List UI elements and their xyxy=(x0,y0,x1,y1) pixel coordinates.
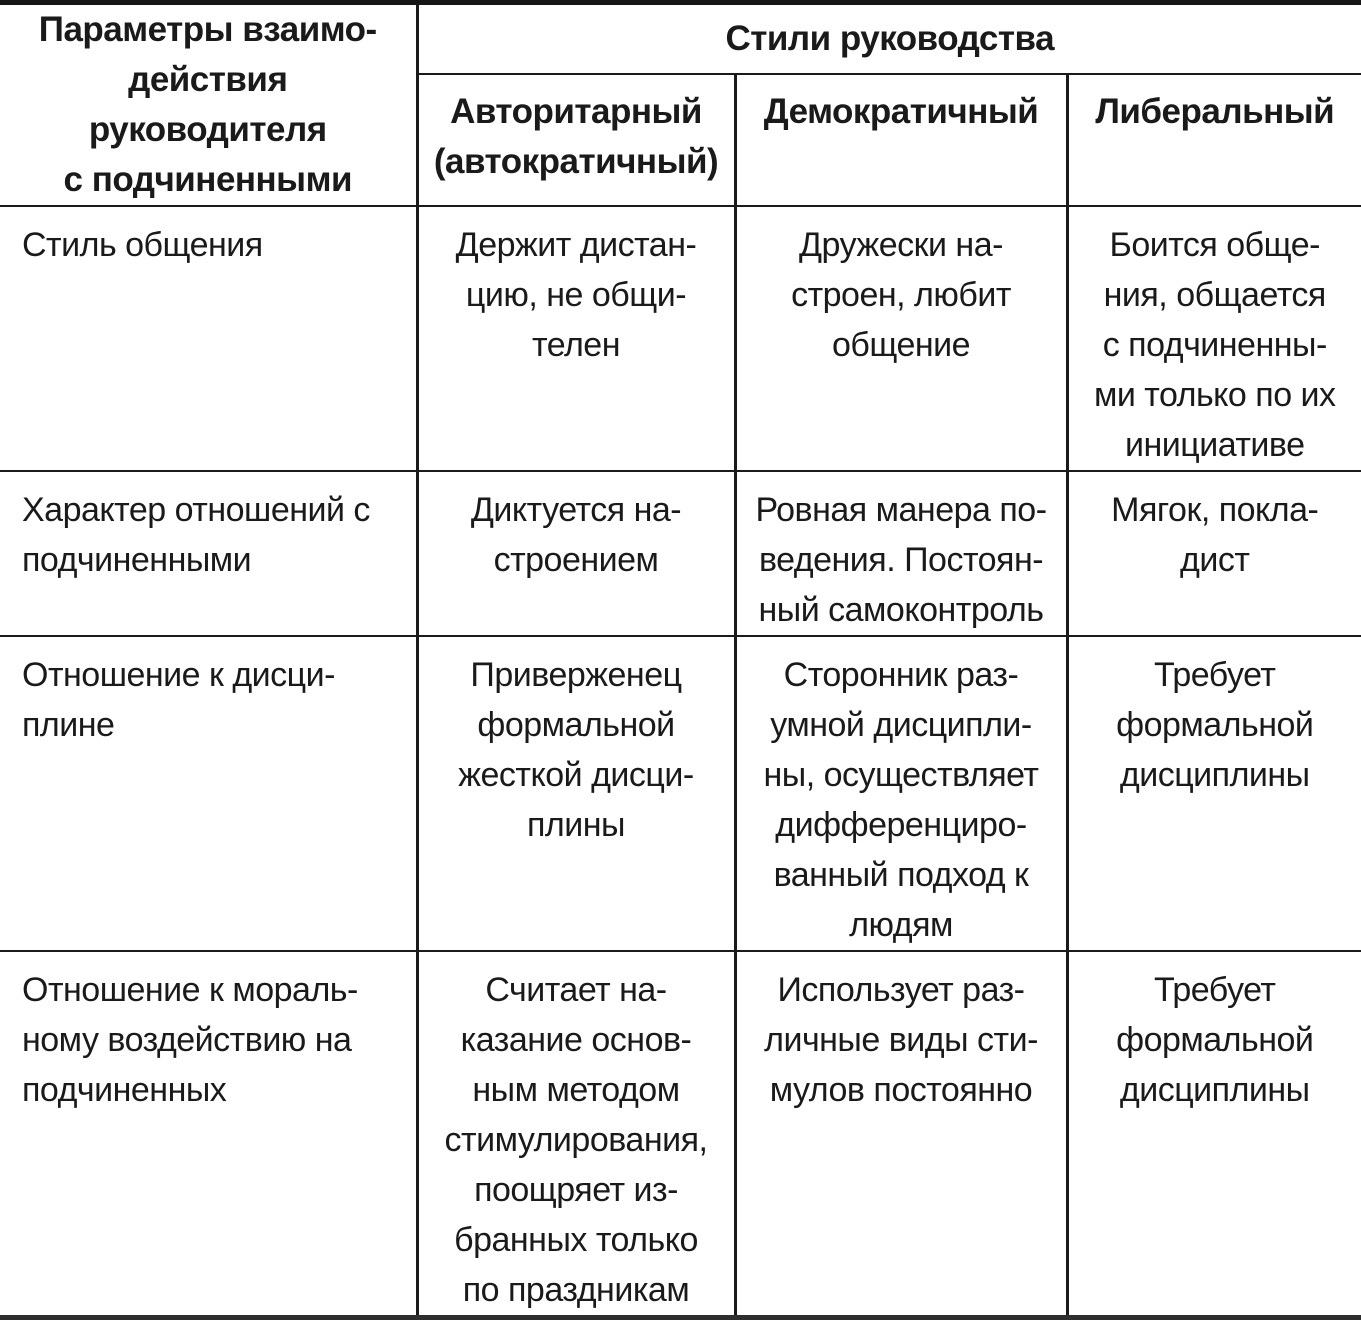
authoritarian-cell: Диктуется на- строением xyxy=(417,471,735,636)
group-header-cell: Стили руководства xyxy=(417,3,1361,75)
authoritarian-cell: Держит дистан- цию, не общи- телен xyxy=(417,206,735,471)
liberal-cell: Требует формальной дисциплины xyxy=(1067,636,1361,951)
table-row xyxy=(0,471,1361,636)
header-row-group xyxy=(0,3,1361,75)
democratic-cell: Ровная манера по- ведения. Постоян- ный самоконтроль xyxy=(735,471,1067,636)
param-cell: Характер отношений с подчиненными xyxy=(0,471,417,636)
table-row xyxy=(0,636,1361,951)
liberal-cell: Требует формальной дисциплины xyxy=(1067,951,1361,1318)
liberal-cell: Мягок, покла- дист xyxy=(1067,471,1361,636)
democratic-cell: Дружески на- строен, любит общение xyxy=(735,206,1067,471)
param-cell: Отношение к мораль- ному воздействию на подчиненных xyxy=(0,951,417,1318)
param-header-cell: Параметры взаимо- действия руководителя с подчиненными xyxy=(0,3,417,207)
authoritarian-cell: Считает на- казание основ- ным методом стимулирования, поощряет из- бранных только по праздникам xyxy=(417,951,735,1318)
param-cell: Отношение к дисци- плине xyxy=(0,636,417,951)
authoritarian-cell: Приверженец формальной жесткой дисци- плины xyxy=(417,636,735,951)
table-row xyxy=(0,951,1361,1318)
style-header-authoritarian: Авторитарный (автократичный) xyxy=(417,74,735,206)
liberal-cell: Боится обще- ния, общается с подчиненны- ми только по их инициативе xyxy=(1067,206,1361,471)
param-cell: Стиль общения xyxy=(0,206,417,471)
style-header-liberal: Либеральный xyxy=(1067,74,1361,206)
table-row xyxy=(0,206,1361,471)
style-header-democratic: Демократичный xyxy=(735,74,1067,206)
democratic-cell: Использует раз- личные виды сти- мулов постоянно xyxy=(735,951,1067,1318)
democratic-cell: Сторонник раз- умной дисципли- ны, осуществляет дифференциро- ванный подход к людям xyxy=(735,636,1067,951)
